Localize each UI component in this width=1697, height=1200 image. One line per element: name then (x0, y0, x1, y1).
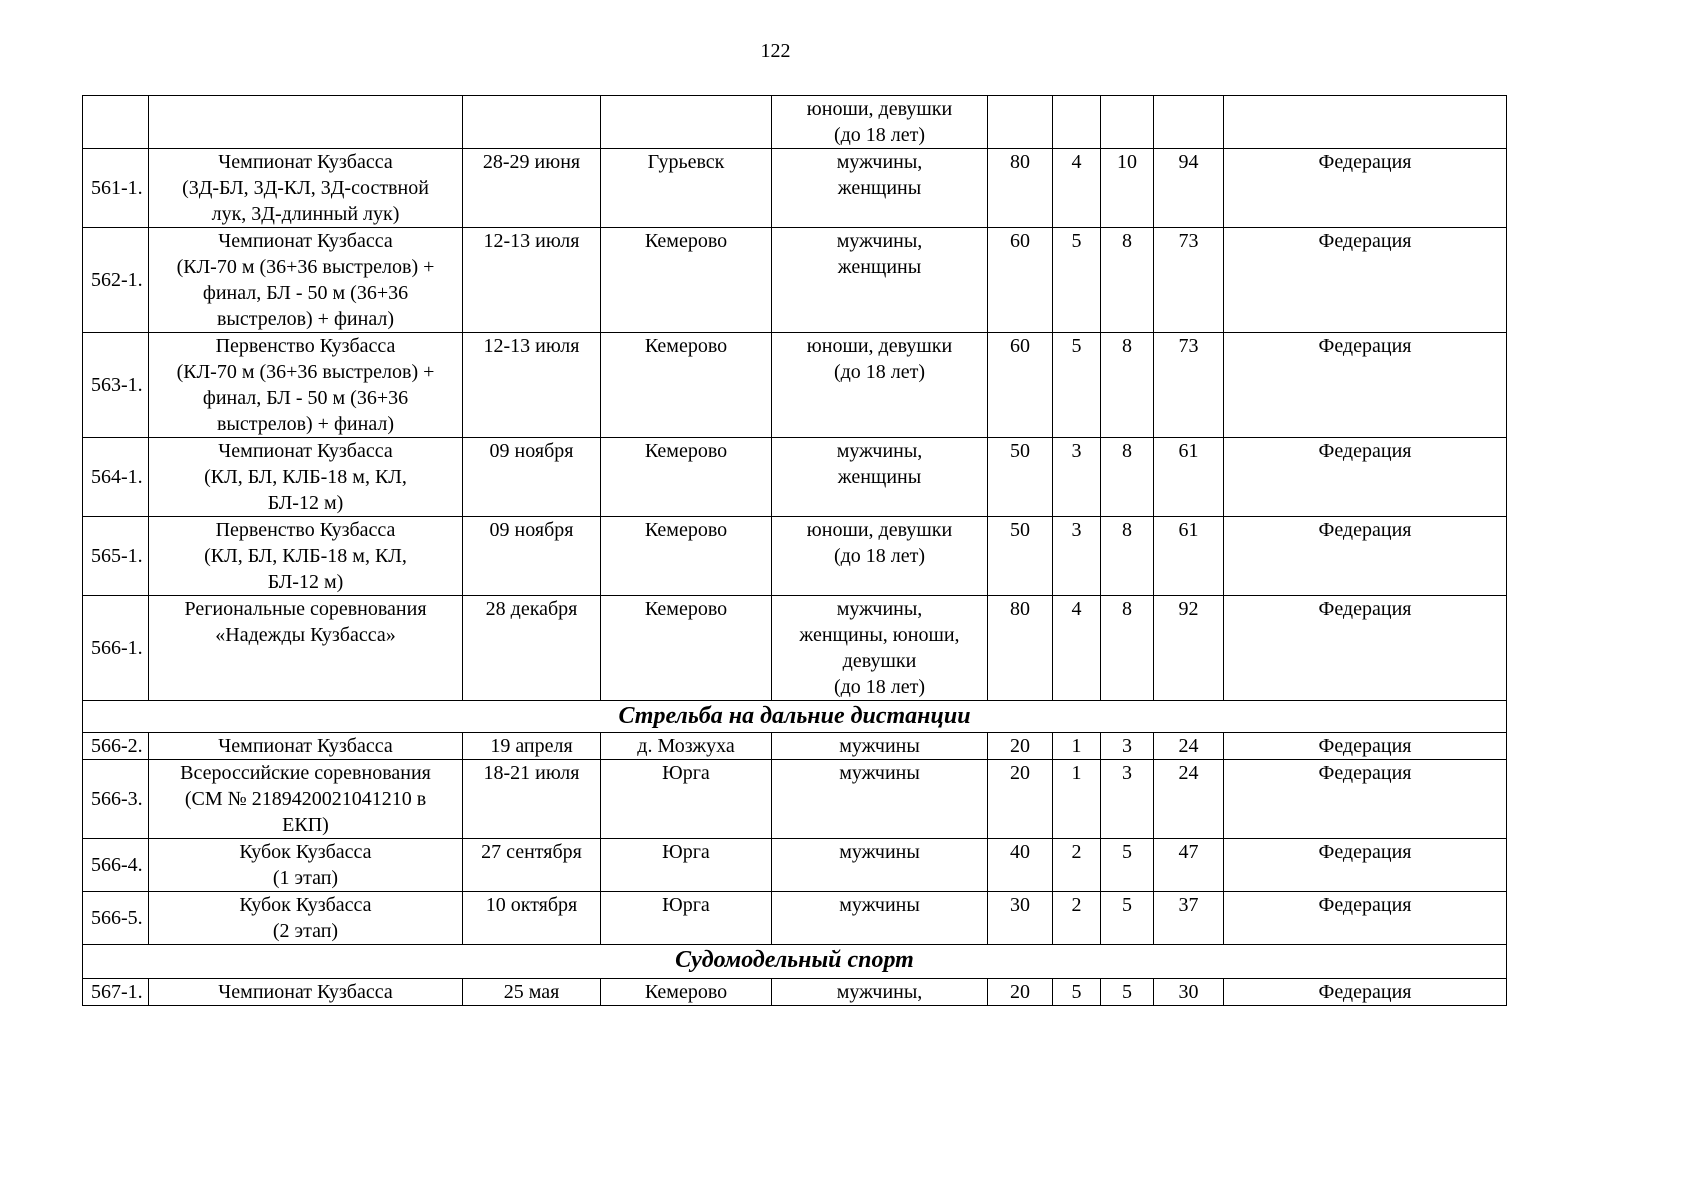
count-total: 24 (1154, 733, 1224, 760)
event-number: 566-3. (83, 760, 149, 839)
table-row (83, 517, 1507, 596)
count-total: 92 (1154, 596, 1224, 701)
event-organizer: Федерация (1224, 733, 1507, 760)
event-dates: 28-29 июня (463, 149, 601, 228)
count-3: 5 (1101, 979, 1154, 1006)
event-organizer: Федерация (1224, 149, 1507, 228)
cell-line: (КЛ-70 м (36+36 выстрелов) + (176, 256, 435, 278)
event-place (601, 96, 772, 149)
count-1: 30 (988, 892, 1053, 945)
count-3: 3 (1101, 760, 1154, 839)
table-row (83, 979, 1507, 1006)
count-2: 2 (1053, 839, 1101, 892)
cell-line: Чемпионат Кузбасса (218, 230, 393, 252)
count-2: 3 (1053, 517, 1101, 596)
count-2: 5 (1053, 979, 1101, 1006)
count-total: 37 (1154, 892, 1224, 945)
count-1 (988, 96, 1053, 149)
count-3: 10 (1101, 149, 1154, 228)
table-row (83, 892, 1507, 945)
count-total: 94 (1154, 149, 1224, 228)
cell-line: юноши, девушки (806, 335, 953, 357)
count-2: 3 (1053, 438, 1101, 517)
section-header-row (83, 945, 1507, 979)
cell-line: лук, 3Д-длинный лук) (211, 203, 400, 225)
cell-line: женщины, юноши, (799, 624, 960, 646)
count-2: 1 (1053, 760, 1101, 839)
event-organizer: Федерация (1224, 596, 1507, 701)
event-organizer: Федерация (1224, 438, 1507, 517)
event-participants (772, 979, 988, 1006)
count-1: 20 (988, 733, 1053, 760)
table-row (83, 438, 1507, 517)
event-number: 566-4. (83, 839, 149, 892)
event-name (149, 760, 463, 839)
event-dates: 10 октября (463, 892, 601, 945)
cell-line: (3Д-БЛ, 3Д-КЛ, 3Д-соствной (182, 177, 429, 199)
cell-line: мужчины (839, 894, 920, 916)
cell-line: женщины (837, 466, 922, 488)
cell-line: мужчины, (836, 440, 923, 462)
count-1: 60 (988, 333, 1053, 438)
cell-line: выстрелов) + финал) (216, 308, 395, 330)
table-row (83, 96, 1507, 149)
cell-line: ЕКП) (282, 814, 329, 836)
cell-line: Чемпионат Кузбасса (218, 440, 393, 462)
section-title: Судомодельный спорт (83, 945, 1507, 979)
count-total: 73 (1154, 228, 1224, 333)
cell-line: (КЛ, БЛ, КЛБ-18 м, КЛ, (204, 466, 407, 488)
count-total: 73 (1154, 333, 1224, 438)
cell-line: БЛ-12 м) (267, 571, 344, 593)
event-participants (772, 438, 988, 517)
cell-line: (СМ № 2189420021041210 в (184, 788, 427, 810)
cell-line: Всероссийские соревнования (180, 762, 431, 784)
cell-line: «Надежды Кузбасса» (215, 624, 396, 646)
event-place: д. Мозжуха (601, 733, 772, 760)
count-3: 5 (1101, 892, 1154, 945)
count-total: 61 (1154, 438, 1224, 517)
count-1: 60 (988, 228, 1053, 333)
event-number: 563-1. (83, 333, 149, 438)
event-participants (772, 892, 988, 945)
event-name (149, 96, 463, 149)
cell-line: Первенство Кузбасса (215, 335, 396, 357)
event-dates: 12-13 июля (463, 333, 601, 438)
event-number: 566-5. (83, 892, 149, 945)
cell-line: мужчины (839, 841, 920, 863)
event-number: 562-1. (83, 228, 149, 333)
event-organizer: Федерация (1224, 839, 1507, 892)
count-2: 5 (1053, 228, 1101, 333)
cell-line: юноши, девушки (806, 519, 953, 541)
event-name (149, 596, 463, 701)
count-1: 20 (988, 979, 1053, 1006)
cell-line: Чемпионат Кузбасса (218, 151, 393, 173)
cell-line: Региональные соревнования (184, 598, 427, 620)
cell-line: Кубок Кузбасса (239, 894, 372, 916)
event-name (149, 333, 463, 438)
event-participants (772, 760, 988, 839)
table-row (83, 149, 1507, 228)
event-participants (772, 149, 988, 228)
cell-line: девушки (842, 650, 917, 672)
count-1: 20 (988, 760, 1053, 839)
event-participants (772, 96, 988, 149)
event-participants (772, 596, 988, 701)
count-3: 8 (1101, 333, 1154, 438)
count-1: 80 (988, 149, 1053, 228)
cell-line: (2 этап) (272, 920, 339, 942)
cell-line: выстрелов) + финал) (216, 413, 395, 435)
events-table (82, 95, 1507, 1006)
event-participants (772, 228, 988, 333)
cell-line: мужчины, (836, 981, 923, 1003)
event-place: Кемерово (601, 228, 772, 333)
count-3: 5 (1101, 839, 1154, 892)
table-row (83, 839, 1507, 892)
event-place: Кемерово (601, 979, 772, 1006)
event-number: 564-1. (83, 438, 149, 517)
event-dates: 28 декабря (463, 596, 601, 701)
cell-line: (КЛ-70 м (36+36 выстрелов) + (176, 361, 435, 383)
count-3: 8 (1101, 517, 1154, 596)
event-number: 561-1. (83, 149, 149, 228)
event-participants (772, 517, 988, 596)
event-organizer: Федерация (1224, 333, 1507, 438)
count-3: 8 (1101, 228, 1154, 333)
count-total: 61 (1154, 517, 1224, 596)
event-number: 567-1. (83, 979, 149, 1006)
table-row (83, 596, 1507, 701)
event-organizer: Федерация (1224, 760, 1507, 839)
count-2 (1053, 96, 1101, 149)
event-dates (463, 96, 601, 149)
event-dates: 19 апреля (463, 733, 601, 760)
count-total (1154, 96, 1224, 149)
count-2: 5 (1053, 333, 1101, 438)
event-name (149, 149, 463, 228)
count-total: 30 (1154, 979, 1224, 1006)
event-number: 565-1. (83, 517, 149, 596)
count-1: 40 (988, 839, 1053, 892)
cell-line: (до 18 лет) (833, 545, 926, 567)
cell-line: (до 18 лет) (833, 124, 926, 146)
page-number: 122 (760, 40, 791, 62)
cell-line: женщины (837, 256, 922, 278)
count-2: 2 (1053, 892, 1101, 945)
event-place: Юрга (601, 892, 772, 945)
count-1: 80 (988, 596, 1053, 701)
cell-line: юноши, девушки (806, 98, 953, 120)
event-name (149, 892, 463, 945)
count-2: 1 (1053, 733, 1101, 760)
event-number: 566-2. (83, 733, 149, 760)
cell-line: (1 этап) (272, 867, 339, 889)
count-1: 50 (988, 438, 1053, 517)
cell-line: женщины (837, 177, 922, 199)
count-1: 50 (988, 517, 1053, 596)
event-name (149, 733, 463, 760)
event-dates: 09 ноября (463, 438, 601, 517)
event-organizer: Федерация (1224, 517, 1507, 596)
event-place: Кемерово (601, 596, 772, 701)
count-total: 47 (1154, 839, 1224, 892)
cell-line: мужчины, (836, 151, 923, 173)
cell-line: Чемпионат Кузбасса (218, 735, 393, 757)
cell-line: (КЛ, БЛ, КЛБ-18 м, КЛ, (204, 545, 407, 567)
cell-line: Чемпионат Кузбасса (218, 981, 393, 1003)
table-row (83, 760, 1507, 839)
cell-line: БЛ-12 м) (267, 492, 344, 514)
count-total: 24 (1154, 760, 1224, 839)
event-place: Кемерово (601, 517, 772, 596)
event-number: 566-1. (83, 596, 149, 701)
section-header-row (83, 701, 1507, 733)
event-name (149, 517, 463, 596)
cell-line: Кубок Кузбасса (239, 841, 372, 863)
event-organizer: Федерация (1224, 892, 1507, 945)
event-participants (772, 333, 988, 438)
cell-line: финал, БЛ - 50 м (36+36 (202, 282, 409, 304)
cell-line: финал, БЛ - 50 м (36+36 (202, 387, 409, 409)
event-place: Юрга (601, 760, 772, 839)
cell-line: Первенство Кузбасса (215, 519, 396, 541)
count-3: 8 (1101, 596, 1154, 701)
count-3 (1101, 96, 1154, 149)
event-place: Кемерово (601, 438, 772, 517)
event-organizer: Федерация (1224, 228, 1507, 333)
event-participants (772, 733, 988, 760)
count-3: 3 (1101, 733, 1154, 760)
count-2: 4 (1053, 596, 1101, 701)
cell-line: мужчины (839, 735, 920, 757)
event-name (149, 979, 463, 1006)
event-organizer (1224, 96, 1507, 149)
count-3: 8 (1101, 438, 1154, 517)
count-2: 4 (1053, 149, 1101, 228)
event-name (149, 438, 463, 517)
cell-line: мужчины (839, 762, 920, 784)
table-row (83, 228, 1507, 333)
event-place: Кемерово (601, 333, 772, 438)
table-row (83, 733, 1507, 760)
table-row (83, 333, 1507, 438)
event-dates: 09 ноября (463, 517, 601, 596)
event-number (83, 96, 149, 149)
event-dates: 18-21 июля (463, 760, 601, 839)
section-title: Стрельба на дальние дистанции (83, 701, 1507, 733)
event-participants (772, 839, 988, 892)
event-name (149, 228, 463, 333)
event-dates: 25 мая (463, 979, 601, 1006)
cell-line: (до 18 лет) (833, 361, 926, 383)
event-name (149, 839, 463, 892)
event-dates: 27 сентября (463, 839, 601, 892)
cell-line: мужчины, (836, 598, 923, 620)
event-organizer: Федерация (1224, 979, 1507, 1006)
cell-line: мужчины, (836, 230, 923, 252)
cell-line: (до 18 лет) (833, 676, 926, 698)
event-place: Гурьевск (601, 149, 772, 228)
event-place: Юрга (601, 839, 772, 892)
event-dates: 12-13 июля (463, 228, 601, 333)
